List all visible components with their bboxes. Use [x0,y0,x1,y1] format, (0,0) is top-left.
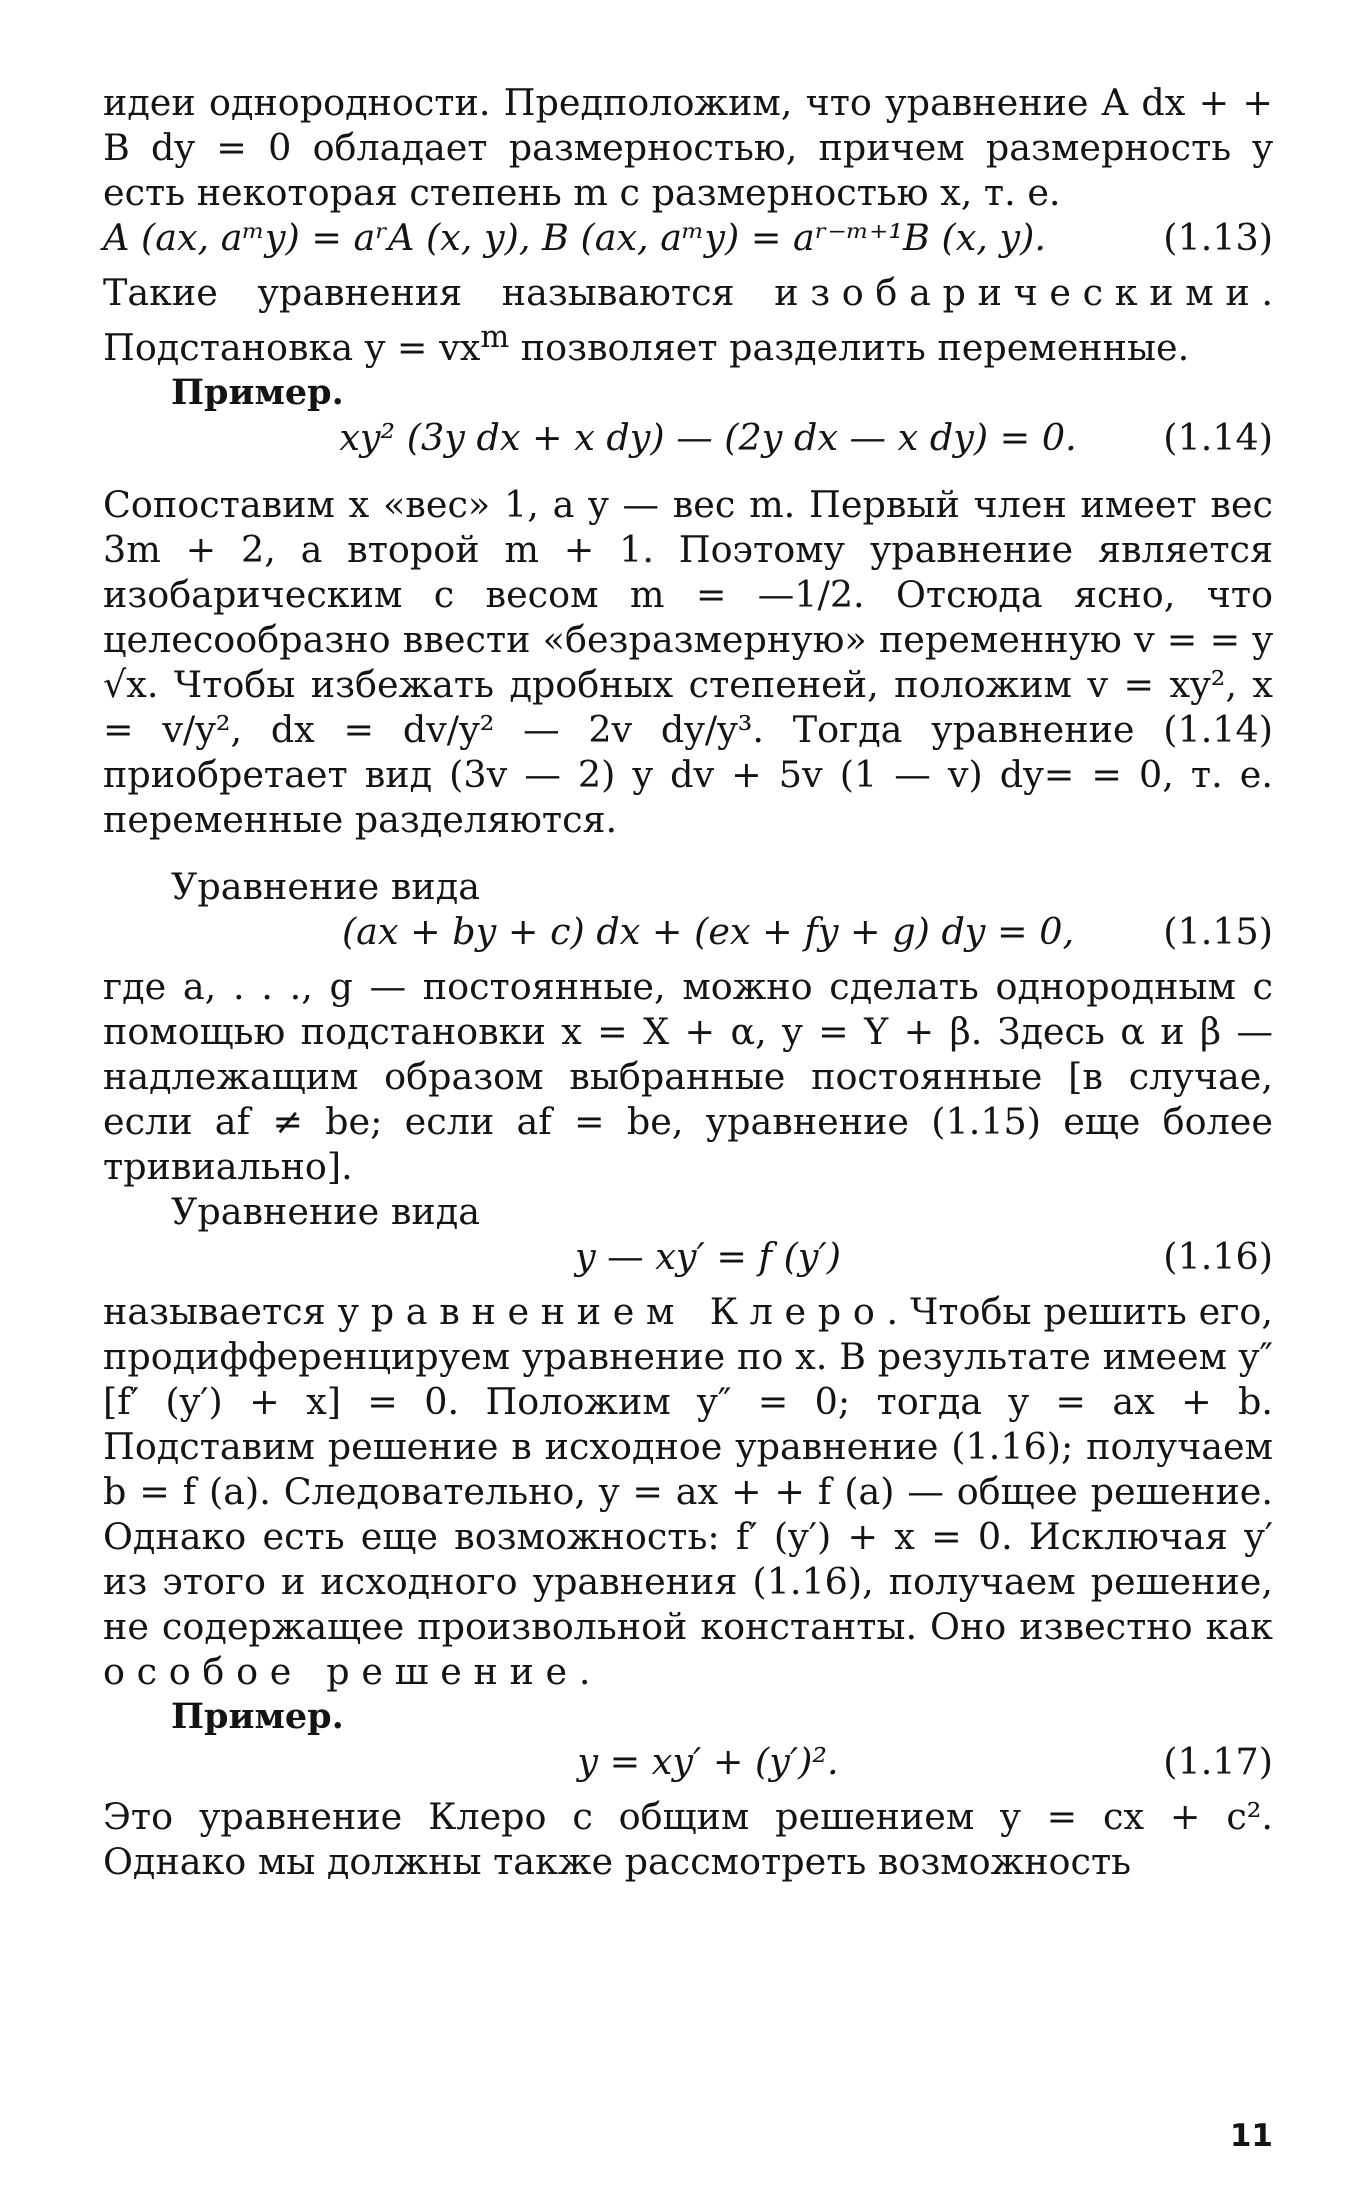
paragraph-isobaric [103,270,1273,370]
equation-body: y — xy′ = f (y′) [574,1235,842,1279]
paragraph-constants: где a, . . ., g — постоянные, можно сделать однородным с помощью подстановки x = X + α, y = Y + β. Здесь α и β — надлежащим образом выбранные постоянные [в случае, если af ≠ be; если af = be, уравнение (1.15) еще более тривиально]. [103,965,1273,1189]
page-number: 11 [1229,2118,1273,2154]
equation-1-15 [103,909,1273,954]
page-text [103,80,1273,1884]
paragraph-clairaut [103,1289,1273,1694]
text-run: . Подстановка y = vx [103,271,1273,370]
text-run: Такие уравнения называются [103,271,775,314]
equation-body: A (ax, aᵐy) = aʳA (x, y), B (ax, aᵐy) = aʳ⁻ᵐ⁺¹B (x, y). [103,216,1046,259]
equation-body: y = xy′ + (y′)². [577,1740,839,1784]
paragraph-intro: идеи однородности. Предположим, что уравнение A dx + + B dy = 0 обладает размерностью, причем размерность y есть некоторая степень m с размерностью x, т. е. [103,81,1273,214]
equation-body: xy² (3y dx + x dy) — (2y dx — x dy) = 0. [339,416,1077,460]
text-run: называется [103,1290,338,1334]
equation-1-16 [103,1234,1273,1279]
equation-number: (1.15) [1163,910,1273,954]
text-run: . [578,1650,591,1694]
text-run: позволяет разделить переменные. [509,326,1190,370]
equation-number: (1.16) [1163,1235,1273,1279]
paragraph-equation-form-1: Уравнение вида [171,865,480,909]
text-run: . Чтобы решить его, продифференцируем уравнение по x. В результате имеем y″ [f′ (y′) + x] = 0. Положим y″ = 0; тогда y = ax + b. Подставим решение в исходное уравнение (1.16); получаем b = f (a). Следовательно, y = ax + + f (a) — общее решение. Однако есть еще возможность: f′ (y′) + x = 0. Исключая y′ из этого и исходного уравнения (1.16), получаем решение, не содержащее произвольной константы. Оно известно как [103,1290,1273,1649]
example-heading-2: Пример. [171,1696,344,1738]
equation-number: (1.13) [1163,216,1273,259]
term-clairaut: уравнением Клеро [337,1290,887,1334]
paragraph-weights: Сопоставим x «вес» 1, а y — вес m. Первый член имеет вес 3m + 2, а второй m + 1. Поэтому уравнение является изобарическим с весом m = —1/2. Отсюда ясно, что целесообразно ввести «безразмерную» переменную v = = y √x. Чтобы избежать дробных степеней, положим v = xy², x = v/y², dx = dv/y² — 2v dy/y³. Тогда уравнение (1.14) приобретает вид (3v — 2) y dv + 5v (1 — v) dy= = 0, т. е. переменные разделяются. [103,483,1273,842]
equation-body: (ax + by + c) dx + (ex + fy + g) dy = 0, [341,910,1075,954]
paragraph-clairaut-example: Это уравнение Клеро с общим решением y = cx + c². Однако мы должны также рассмотреть возможность [103,1795,1273,1884]
superscript: m [480,320,510,355]
equation-1-17 [103,1739,1273,1784]
term-singular-solution: особое решение [103,1650,579,1694]
equation-1-13 [103,215,1273,260]
equation-number: (1.14) [1163,416,1273,460]
example-heading-1: Пример. [171,372,344,414]
term-isobaric: изобарическими [774,271,1262,314]
paragraph-equation-form-2: Уравнение вида [171,1190,480,1234]
equation-1-14 [103,415,1273,460]
equation-number: (1.17) [1163,1740,1273,1784]
